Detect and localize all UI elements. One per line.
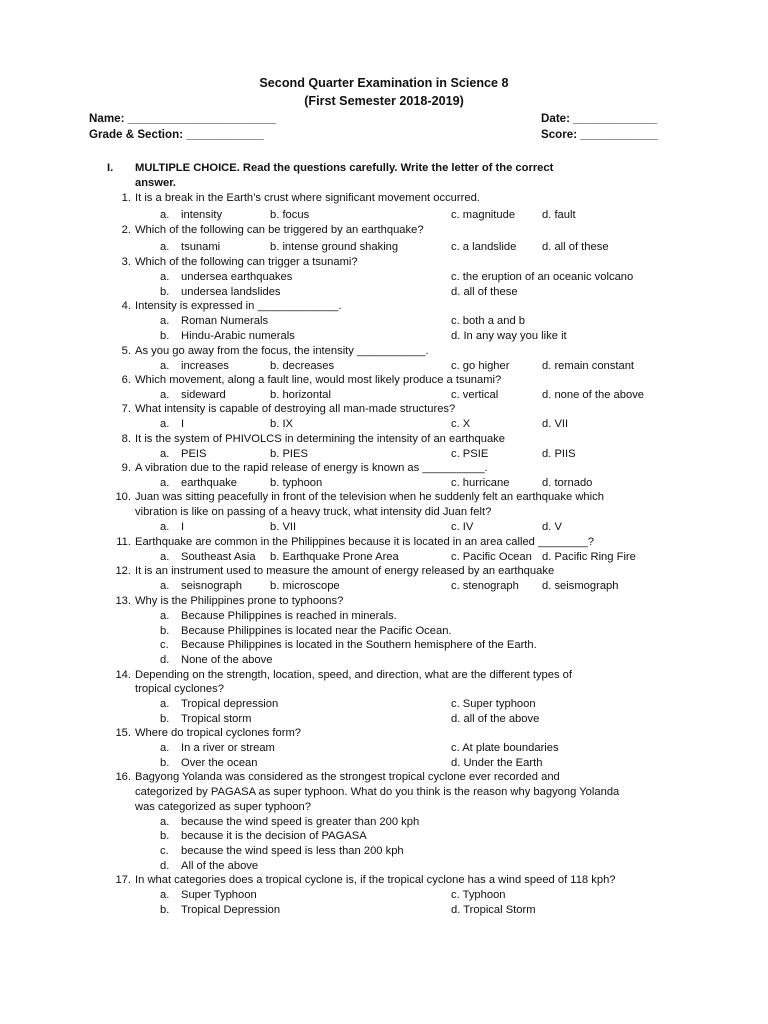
question-text: It is the system of PHIVOLCS in determining the intensity of an earthquake (135, 433, 505, 445)
question-text: Which movement, along a fault line, would most likely produce a tsunami? (135, 374, 502, 386)
option-letter: d. (160, 860, 170, 872)
option-a: earthquake (181, 477, 237, 489)
question-text-cont: categorized by PAGASA as super typhoon. What do you think is the reason why bagyong Yolanda (135, 786, 620, 798)
option-letter: a. (160, 448, 170, 460)
option-letter: a. (160, 698, 170, 710)
option-c: c. vertical (451, 389, 499, 401)
question-text: Intensity is expressed in _____________. (135, 300, 342, 312)
option-letter: a. (160, 209, 170, 221)
option-letter: b. (160, 330, 170, 342)
option-a: PEIS (181, 448, 207, 460)
question-number: 16. (115, 771, 131, 783)
question-number: 5. (121, 345, 131, 357)
date-field: Date: _____________ (541, 112, 658, 125)
option-d: d. seismograph (542, 580, 619, 592)
option-a: Super Typhoon (181, 889, 257, 901)
question-number: 10. (115, 491, 131, 503)
option-a: intensity (181, 209, 223, 221)
option-d: d. In any way you like it (451, 330, 567, 342)
option-b: b. typhoon (270, 477, 323, 489)
option-d: d. all of these (542, 241, 609, 253)
question-number: 4. (121, 300, 131, 312)
option-a: undersea earthquakes (181, 271, 293, 283)
option-b: Over the ocean (181, 757, 258, 769)
section-roman: I. (107, 162, 114, 174)
option-letter: b. (160, 286, 170, 298)
option-c: because the wind speed is less than 200 kph (181, 845, 404, 857)
option-a: I (181, 418, 185, 430)
question-text: Earthquake are common in the Philippines because it is located in an area called ________? (135, 536, 594, 548)
option-b: because it is the decision of PAGASA (181, 830, 367, 842)
question-text: Juan was sitting peacefully in front of the television when he suddenly felt an earthquake which (135, 491, 604, 503)
exam-subtitle: (First Semester 2018-2019) (304, 94, 464, 108)
option-c: c. Pacific Ocean (451, 551, 532, 563)
question-number: 14. (115, 669, 131, 681)
name-field: Name: _______________________ (89, 112, 276, 125)
question-number: 3. (121, 256, 131, 268)
option-letter: a. (160, 521, 170, 533)
option-b: b. horizontal (270, 389, 331, 401)
option-a: Southeast Asia (181, 551, 256, 563)
question-text: What intensity is capable of destroying all man-made structures? (135, 403, 456, 415)
option-b: undersea landslides (181, 286, 281, 298)
option-letter: a. (160, 418, 170, 430)
option-b: b. decreases (270, 360, 335, 372)
option-c: c. IV (451, 521, 474, 533)
option-d: d. all of these (451, 286, 518, 298)
question-number: 8. (121, 433, 131, 445)
option-b: Hindu-Arabic numerals (181, 330, 295, 342)
option-letter: b. (160, 625, 170, 637)
option-b: b. focus (270, 209, 310, 221)
question-number: 17. (115, 874, 131, 886)
question-text: As you go away from the focus, the intensity ___________. (135, 345, 429, 357)
option-a: Tropical depression (181, 698, 279, 710)
option-a: because the wind speed is greater than 200 kph (181, 816, 420, 828)
option-c: c. hurricane (451, 477, 510, 489)
option-letter: b. (160, 830, 170, 842)
option-b: b. intense ground shaking (270, 241, 399, 253)
option-c: c. Typhoon (451, 889, 506, 901)
question-number: 12. (115, 565, 131, 577)
option-d: d. none of the above (542, 389, 645, 401)
option-letter: a. (160, 241, 170, 253)
option-c: c. magnitude (451, 209, 516, 221)
option-letter: d. (160, 654, 170, 666)
option-a: increases (181, 360, 229, 372)
option-letter: a. (160, 271, 170, 283)
option-a: seisnograph (181, 580, 242, 592)
question-number: 15. (115, 727, 131, 739)
question-text: Where do tropical cyclones form? (135, 727, 302, 739)
option-c: c. stenograph (451, 580, 519, 592)
option-d: d. fault (542, 209, 576, 221)
option-letter: a. (160, 551, 170, 563)
section-instructions: MULTIPLE CHOICE. Read the questions carefully. Write the letter of the correct (135, 162, 554, 174)
option-b: b. PIES (270, 448, 308, 460)
option-c: c. At plate boundaries (451, 742, 559, 754)
option-d: d. tornado (542, 477, 593, 489)
option-d: d. Tropical Storm (451, 904, 536, 916)
option-b: Tropical Depression (181, 904, 281, 916)
option-letter: a. (160, 889, 170, 901)
option-letter: a. (160, 389, 170, 401)
option-letter: c. (160, 845, 169, 857)
option-letter: b. (160, 757, 170, 769)
option-b: b. IX (270, 418, 294, 430)
option-d: d. Pacific Ring Fire (542, 551, 636, 563)
option-c: c. X (451, 418, 471, 430)
option-a: tsunami (181, 241, 221, 253)
question-text: Bagyong Yolanda was considered as the strongest tropical cyclone ever recorded and (135, 771, 560, 783)
option-letter: a. (160, 315, 170, 327)
section-instructions-cont: answer. (135, 177, 177, 189)
option-b: b. microscope (270, 580, 340, 592)
option-c: c. both a and b (451, 315, 526, 327)
option-letter: a. (160, 742, 170, 754)
option-letter: a. (160, 816, 170, 828)
question-text-cont: was categorized as super typhoon? (135, 801, 312, 813)
option-d: d. remain constant (542, 360, 635, 372)
option-c: c. a landslide (451, 241, 517, 253)
question-text: Which of the following can trigger a tsunami? (135, 256, 358, 268)
option-letter: b. (160, 713, 170, 725)
option-d: d. VII (542, 418, 569, 430)
option-letter: a. (160, 580, 170, 592)
question-text: In what categories does a tropical cyclone is, if the tropical cyclone has a wind speed of 118 kph? (135, 874, 616, 886)
question-number: 1. (121, 192, 131, 204)
option-letter: a. (160, 360, 170, 372)
question-text-cont: tropical cyclones? (135, 683, 224, 695)
question-text: It is an instrument used to measure the amount of energy released by an earthquake (135, 565, 555, 577)
question-text: A vibration due to the rapid release of energy is known as __________. (135, 462, 488, 474)
option-d: d. PIIS (542, 448, 576, 460)
option-b: Because Philippines is located near the Pacific Ocean. (181, 625, 452, 637)
option-d: All of the above (181, 860, 259, 872)
option-c: c. go higher (451, 360, 510, 372)
grade-section-field: Grade & Section: ____________ (89, 128, 264, 141)
option-a: Roman Numerals (181, 315, 269, 327)
score-field: Score: ____________ (541, 128, 658, 141)
question-text: It is a break in the Earth’s crust where significant movement occurred. (135, 192, 480, 204)
option-b: b. Earthquake Prone Area (270, 551, 399, 563)
option-d: d. Under the Earth (451, 757, 543, 769)
option-letter: a. (160, 477, 170, 489)
question-text: Depending on the strength, location, speed, and direction, what are the different types of (135, 669, 573, 681)
option-letter: a. (160, 610, 170, 622)
option-c: c. PSIE (451, 448, 489, 460)
question-number: 13. (115, 595, 131, 607)
option-d: d. V (542, 521, 562, 533)
question-number: 7. (121, 403, 131, 415)
option-b: b. VII (270, 521, 297, 533)
option-b: Tropical storm (181, 713, 252, 725)
option-a: In a river or stream (181, 742, 275, 754)
option-d: d. all of the above (451, 713, 540, 725)
question-text: Which of the following can be triggered by an earthquake? (135, 224, 424, 236)
option-a: sideward (181, 389, 226, 401)
option-c: Because Philippines is located in the Southern hemisphere of the Earth. (181, 639, 537, 651)
question-number: 2. (121, 224, 131, 236)
question-text: Why is the Philippines prone to typhoons? (135, 595, 344, 607)
option-d: None of the above (181, 654, 273, 666)
option-c: c. the eruption of an oceanic volcano (451, 271, 634, 283)
question-number: 9. (121, 462, 131, 474)
option-c: c. Super typhoon (451, 698, 536, 710)
question-number: 6. (121, 374, 131, 386)
option-letter: b. (160, 904, 170, 916)
option-letter: c. (160, 639, 169, 651)
question-text-cont: vibration is like on passing of a heavy truck, what intensity did Juan felt? (135, 506, 492, 518)
question-number: 11. (116, 536, 131, 548)
exam-title: Second Quarter Examination in Science 8 (259, 76, 509, 90)
option-a: Because Philippines is reached in minerals. (181, 610, 397, 622)
option-a: I (181, 521, 185, 533)
